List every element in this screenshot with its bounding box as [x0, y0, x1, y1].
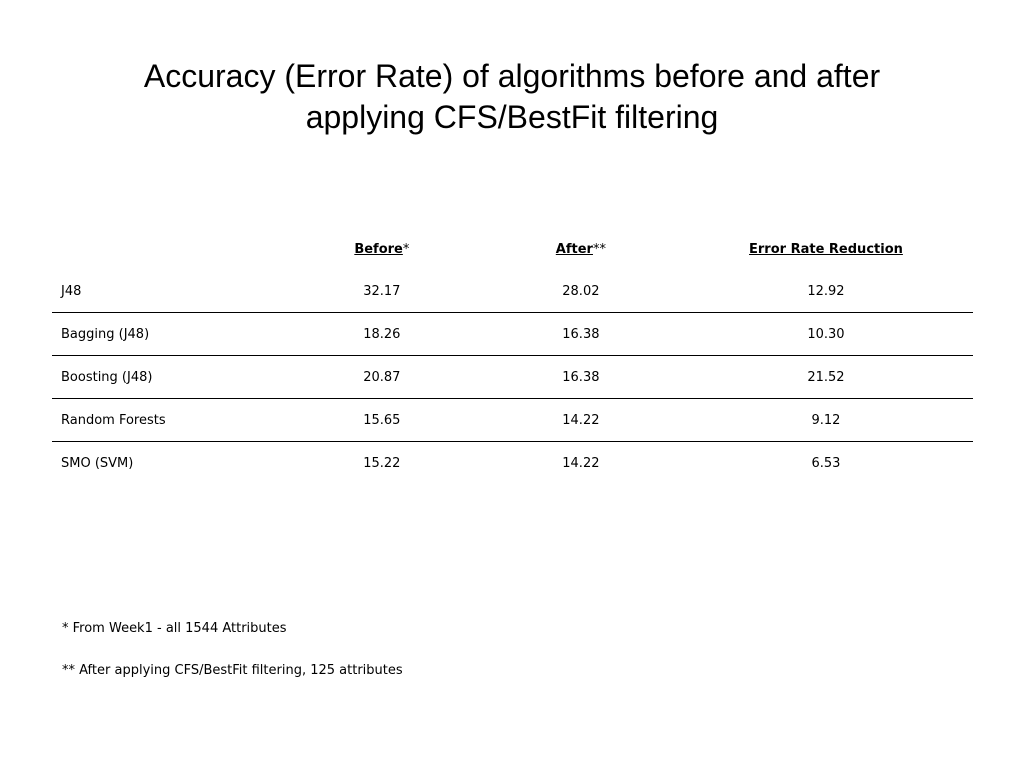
cell-reduction: 9.12	[811, 412, 841, 428]
table-row	[52, 356, 973, 399]
slide-title-line-2: applying CFS/BestFit filtering	[305, 99, 719, 135]
cell-after: 14.22	[562, 412, 600, 428]
header-row	[52, 228, 973, 270]
header-after	[483, 228, 679, 270]
cell-before: 20.87	[363, 369, 401, 385]
cell-algorithm: J48	[61, 283, 82, 299]
table-row	[52, 313, 973, 356]
cell-algorithm: Bagging (J48)	[61, 326, 150, 342]
cell-reduction: 21.52	[807, 369, 845, 385]
header-after-label: After	[555, 241, 593, 257]
results-table	[52, 228, 973, 484]
header-reduction	[679, 228, 973, 270]
header-before-mark: *	[402, 241, 410, 257]
header-reduction-label: Error Rate Reduction	[749, 241, 903, 257]
header-before-label: Before	[354, 241, 403, 257]
table-row	[52, 442, 973, 485]
table-body	[52, 270, 973, 484]
header-algorithm	[52, 228, 281, 270]
cell-before: 18.26	[363, 326, 401, 342]
cell-after: 16.38	[562, 326, 600, 342]
cell-before: 15.22	[363, 455, 401, 471]
footnote-before: * From Week1 - all 1544 Attributes	[62, 621, 287, 636]
cell-reduction: 10.30	[807, 326, 845, 342]
cell-before: 15.65	[363, 412, 401, 428]
cell-reduction: 6.53	[811, 455, 841, 471]
cell-after: 16.38	[562, 369, 600, 385]
header-after-mark: **	[592, 241, 606, 257]
table-header	[52, 228, 973, 270]
cell-reduction: 12.92	[807, 283, 845, 299]
cell-after: 14.22	[562, 455, 600, 471]
cell-algorithm: Random Forests	[61, 412, 166, 428]
cell-after: 28.02	[562, 283, 600, 299]
table-row	[52, 399, 973, 442]
slide-title-line-1: Accuracy (Error Rate) of algorithms before and after	[143, 58, 881, 94]
table-row	[52, 270, 973, 313]
slide-title	[0, 56, 1024, 138]
cell-before: 32.17	[363, 283, 401, 299]
header-before	[281, 228, 483, 270]
cell-algorithm: SMO (SVM)	[61, 455, 134, 471]
footnote-after: ** After applying CFS/BestFit filtering, 125 attributes	[62, 663, 403, 678]
cell-algorithm: Boosting (J48)	[61, 369, 153, 385]
